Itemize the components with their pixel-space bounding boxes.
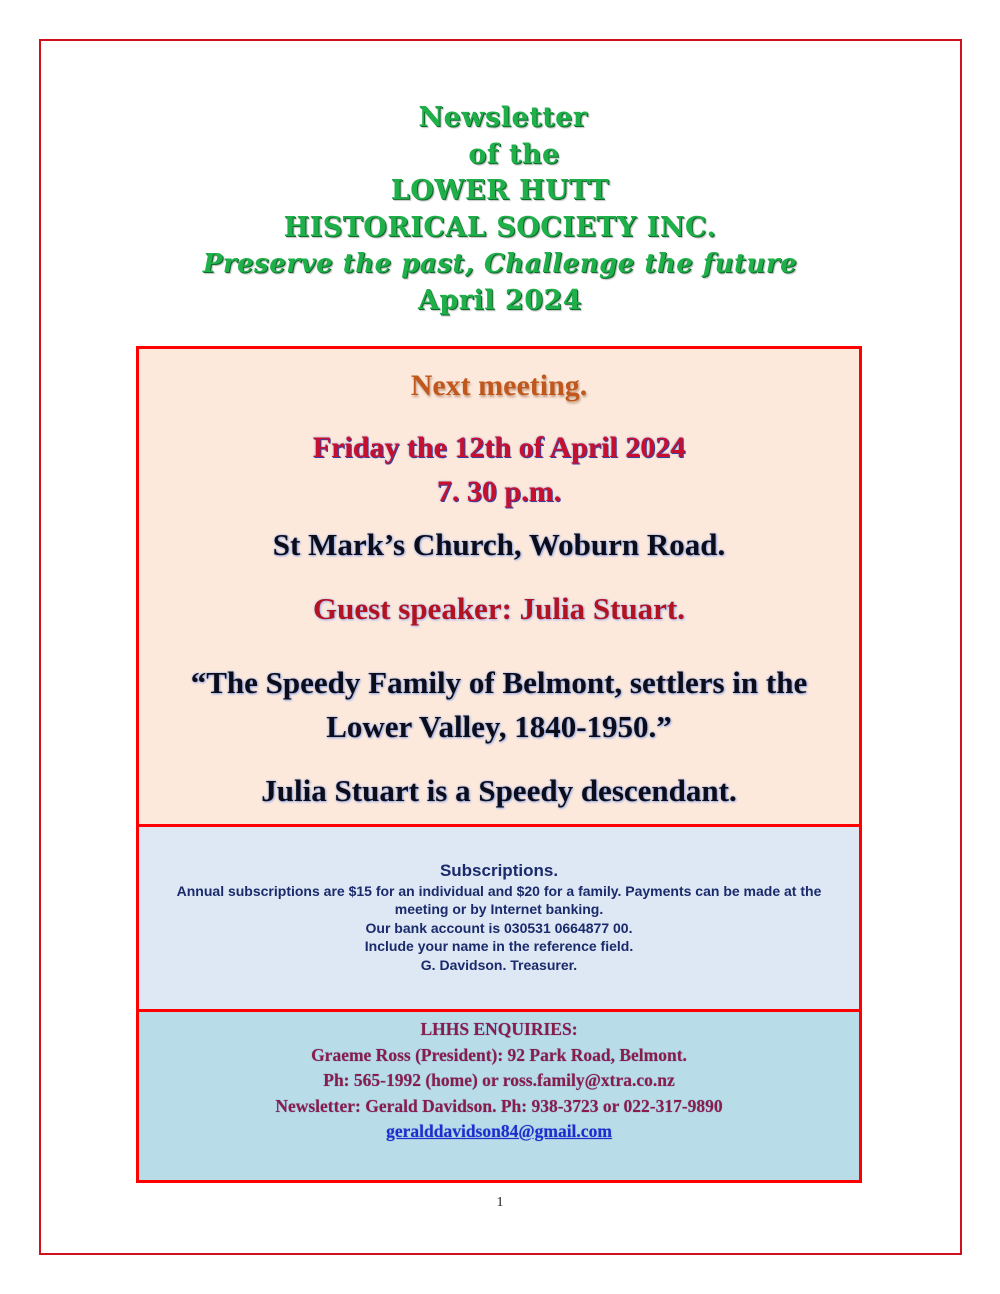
subscriptions-bank-account: Our bank account is 030531 0664877 00. <box>365 919 633 936</box>
masthead-of-the: of the <box>468 138 560 170</box>
enquiries-heading: LHHS ENQUIRIES: <box>420 1019 578 1039</box>
subscriptions-heading <box>139 862 859 881</box>
next-meeting-heading: Next meeting. <box>410 369 588 402</box>
speaker-note: Julia Stuart is a Speedy descendant. <box>261 773 737 808</box>
subscriptions-heading-punct: . <box>553 861 559 880</box>
meeting-date: Friday the 12th of April 2024 <box>312 431 686 464</box>
guest-speaker: Guest speaker: Julia Stuart. <box>313 591 685 626</box>
subscriptions-reference: Include your name in the reference field. <box>364 938 634 954</box>
enquiries-box <box>136 1009 862 1183</box>
meeting-time: 7. 30 p.m. <box>436 475 562 508</box>
masthead-society-name: HISTORICAL SOCIETY INC. <box>283 211 717 243</box>
enquiries-newsletter-contact: Newsletter: Gerald Davidson. Ph: 938-3723 or 022-317-9890 <box>275 1095 723 1116</box>
masthead-issue-date: April 2024 <box>417 284 583 316</box>
enquiries-president: Graeme Ross (President): 92 Park Road, Belmont. <box>311 1044 687 1065</box>
page-number: 1 <box>496 1195 504 1210</box>
masthead-lower-hutt: LOWER HUTT <box>390 175 610 206</box>
subscriptions-heading-text: Subscriptions <box>439 861 554 880</box>
masthead-newsletter: Newsletter <box>418 102 588 133</box>
meeting-venue: St Mark’s Church, Woburn Road. <box>272 527 726 562</box>
subscriptions-fees: Annual subscriptions are $15 for an individual and $20 for a family. Payments can be made at the meeting or by Internet banking. <box>176 882 822 917</box>
newsletter-email-link[interactable]: geralddavidson84@gmail.com <box>386 1121 612 1141</box>
masthead-tagline: Preserve the past, Challenge the future <box>202 249 798 279</box>
subscriptions-box <box>136 824 862 1012</box>
subscriptions-treasurer: G. Davidson. Treasurer. <box>420 956 578 973</box>
masthead <box>0 100 1000 319</box>
enquiries-phone: Ph: 565-1992 (home) or ross.family@xtra.co.nz <box>323 1070 675 1090</box>
next-meeting-box <box>136 346 862 827</box>
talk-topic: “The Speedy Family of Belmont, settlers in the Lower Valley, 1840-1950.” <box>190 665 808 744</box>
